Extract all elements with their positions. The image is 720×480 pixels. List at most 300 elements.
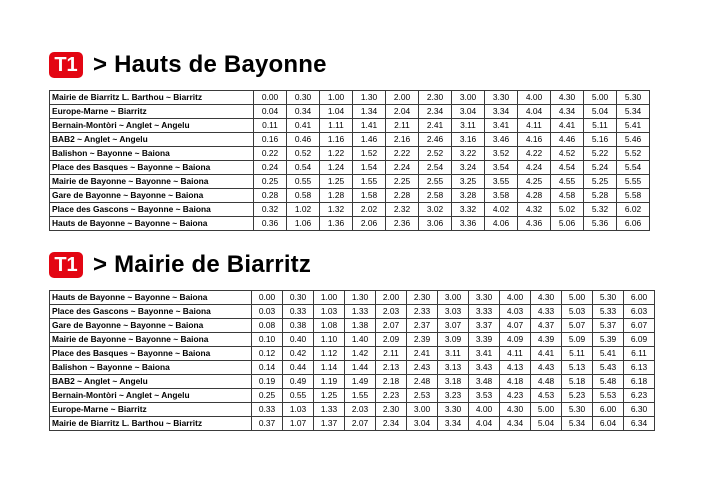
departure-time: 0.46 [287,133,320,147]
departure-time: 5.07 [562,319,593,333]
table-row [50,105,650,119]
table-row [50,119,650,133]
departure-time: 4.32 [518,203,551,217]
stop-name: Gare de Bayonne ~ Bayonne ~ Baiona [50,319,252,333]
departure-time: 3.53 [469,389,500,403]
departure-time: 4.13 [500,361,531,375]
departure-time: 1.54 [353,161,386,175]
stop-name: BAB2 ~ Anglet ~ Angelu [50,133,254,147]
stop-name: Place des Basques ~ Bayonne ~ Baiona [50,347,252,361]
departure-time: 1.55 [345,389,376,403]
departure-time: 2.55 [419,175,452,189]
departure-time: 2.58 [419,189,452,203]
departure-time: 5.48 [593,375,624,389]
departure-time: 3.13 [438,361,469,375]
departure-time: 2.03 [345,403,376,417]
departure-time: 0.08 [252,319,283,333]
direction-title: > Mairie de Biarritz [93,251,312,278]
departure-time: 5.33 [593,305,624,319]
departure-time: 5.30 [593,291,624,305]
departure-time: 3.34 [485,105,518,119]
departure-time: 2.11 [386,119,419,133]
table-row [50,347,655,361]
departure-time: 3.55 [485,175,518,189]
departure-time: 4.41 [531,347,562,361]
departure-time: 0.04 [254,105,287,119]
stop-name: Bernain-Montòri ~ Anglet ~ Angelu [50,389,252,403]
departure-time: 2.06 [353,217,386,231]
departure-time: 2.34 [376,417,407,431]
stop-name: Place des Gascons ~ Bayonne ~ Baiona [50,305,252,319]
departure-time: 6.03 [624,305,655,319]
departure-time: 5.30 [617,91,650,105]
departure-time: 2.36 [386,217,419,231]
stop-name: Gare de Bayonne ~ Bayonne ~ Baiona [50,189,254,203]
departure-time: 6.00 [593,403,624,417]
departure-time: 3.07 [438,319,469,333]
departure-time: 1.25 [320,175,353,189]
departure-time: 1.11 [320,119,353,133]
departure-time: 4.00 [469,403,500,417]
departure-time: 1.28 [320,189,353,203]
departure-time: 3.00 [438,291,469,305]
table-row [50,389,655,403]
departure-time: 3.48 [469,375,500,389]
departure-time: 3.00 [407,403,438,417]
departure-time: 4.00 [500,291,531,305]
departure-time: 3.36 [452,217,485,231]
departure-time: 0.28 [254,189,287,203]
departure-time: 0.41 [287,119,320,133]
table-row [50,403,655,417]
departure-time: 2.07 [376,319,407,333]
stop-name: Bernain-Montòri ~ Anglet ~ Angelu [50,119,254,133]
departure-time: 5.00 [562,291,593,305]
departure-time: 2.30 [419,91,452,105]
departure-time: 5.43 [593,361,624,375]
departure-time: 3.37 [469,319,500,333]
direction-title: > Hauts de Bayonne [93,51,327,78]
departure-time: 4.39 [531,333,562,347]
departure-time: 3.33 [469,305,500,319]
departure-time: 1.07 [283,417,314,431]
stop-name: Mairie de Biarritz L. Barthou ~ Biarritz [50,417,252,431]
stop-name: Mairie de Biarritz L. Barthou ~ Biarritz [50,91,254,105]
table-row [50,361,655,375]
table-row [50,375,655,389]
departure-time: 3.28 [452,189,485,203]
departure-time: 5.23 [562,389,593,403]
departure-time: 1.37 [314,417,345,431]
departure-time: 1.38 [345,319,376,333]
departure-time: 2.22 [386,147,419,161]
departure-time: 5.11 [584,119,617,133]
departure-time: 0.42 [283,347,314,361]
departure-time: 5.28 [584,189,617,203]
departure-time: 0.40 [283,333,314,347]
departure-time: 1.19 [314,375,345,389]
stop-name: Balishon ~ Bayonne ~ Baiona [50,147,254,161]
departure-time: 0.19 [252,375,283,389]
departure-time: 4.55 [551,175,584,189]
table-row [50,333,655,347]
departure-time: 4.30 [531,291,562,305]
departure-time: 0.00 [254,91,287,105]
departure-time: 1.00 [320,91,353,105]
departure-time: 5.03 [562,305,593,319]
stop-name: Hauts de Bayonne ~ Bayonne ~ Baiona [50,291,252,305]
departure-time: 5.32 [584,203,617,217]
departure-time: 2.43 [407,361,438,375]
departure-time: 0.32 [254,203,287,217]
departure-time: 4.30 [551,91,584,105]
departure-time: 3.02 [419,203,452,217]
departure-time: 5.46 [617,133,650,147]
departure-time: 4.52 [551,147,584,161]
line-badge: T1 [49,252,83,278]
departure-time: 4.04 [518,105,551,119]
departure-time: 0.30 [287,91,320,105]
departure-time: 5.18 [562,375,593,389]
departure-time: 3.30 [438,403,469,417]
table-row [50,417,655,431]
departure-time: 2.13 [376,361,407,375]
departure-time: 6.23 [624,389,655,403]
departure-time: 4.36 [518,217,551,231]
departure-time: 3.52 [485,147,518,161]
departure-time: 1.42 [345,347,376,361]
departure-time: 2.25 [386,175,419,189]
departure-time: 3.30 [469,291,500,305]
table-row [50,133,650,147]
departure-time: 5.34 [562,417,593,431]
departure-time: 4.34 [551,105,584,119]
departure-time: 4.06 [485,217,518,231]
departure-time: 0.25 [254,175,287,189]
table-row [50,217,650,231]
departure-time: 1.58 [353,189,386,203]
departure-time: 1.30 [353,91,386,105]
departure-time: 2.02 [353,203,386,217]
departure-time: 4.03 [500,305,531,319]
departure-time: 5.24 [584,161,617,175]
departure-time: 3.04 [452,105,485,119]
departure-time: 3.46 [485,133,518,147]
departure-time: 2.52 [419,147,452,161]
departure-time: 0.12 [252,347,283,361]
departure-time: 3.32 [452,203,485,217]
departure-time: 5.39 [593,333,624,347]
departure-time: 0.33 [252,403,283,417]
departure-time: 5.11 [562,347,593,361]
departure-time: 4.30 [500,403,531,417]
departure-time: 5.37 [593,319,624,333]
departure-time: 2.33 [407,305,438,319]
departure-time: 2.39 [407,333,438,347]
departure-time: 1.03 [314,305,345,319]
departure-time: 0.58 [287,189,320,203]
departure-time: 5.55 [617,175,650,189]
departure-time: 4.58 [551,189,584,203]
departure-time: 3.09 [438,333,469,347]
departure-time: 0.10 [252,333,283,347]
departure-time: 3.16 [452,133,485,147]
departure-time: 3.04 [407,417,438,431]
departure-time: 1.00 [314,291,345,305]
departure-time: 4.43 [531,361,562,375]
timetable [49,90,650,231]
departure-time: 0.22 [254,147,287,161]
departure-time: 2.54 [419,161,452,175]
departure-time: 3.41 [485,119,518,133]
stop-name: Place des Gascons ~ Bayonne ~ Baiona [50,203,254,217]
departure-time: 6.04 [593,417,624,431]
departure-time: 1.33 [314,403,345,417]
departure-time: 1.40 [345,333,376,347]
departure-time: 1.06 [287,217,320,231]
stop-name: Europe-Marne ~ Biarritz [50,403,252,417]
departure-time: 4.54 [551,161,584,175]
departure-time: 5.54 [617,161,650,175]
departure-time: 2.00 [386,91,419,105]
departure-time: 6.11 [624,347,655,361]
departure-time: 5.22 [584,147,617,161]
departure-time: 3.23 [438,389,469,403]
stop-name: Mairie de Bayonne ~ Bayonne ~ Baiona [50,175,254,189]
departure-time: 3.41 [469,347,500,361]
departure-time: 5.52 [617,147,650,161]
departure-time: 1.44 [345,361,376,375]
departure-time: 1.10 [314,333,345,347]
departure-time: 4.11 [500,347,531,361]
departure-time: 0.55 [283,389,314,403]
section-header [49,250,655,280]
departure-time: 3.24 [452,161,485,175]
departure-time: 2.11 [376,347,407,361]
departure-time: 4.28 [518,189,551,203]
departure-time: 0.03 [252,305,283,319]
line-badge: T1 [49,52,83,78]
departure-time: 5.13 [562,361,593,375]
departure-time: 4.04 [469,417,500,431]
departure-time: 5.58 [617,189,650,203]
departure-time: 1.36 [320,217,353,231]
table-row [50,319,655,333]
departure-time: 1.04 [320,105,353,119]
departure-time: 3.11 [452,119,485,133]
departure-time: 1.02 [287,203,320,217]
departure-time: 4.09 [500,333,531,347]
departure-time: 2.30 [376,403,407,417]
departure-time: 5.00 [531,403,562,417]
departure-time: 3.39 [469,333,500,347]
table-row [50,291,655,305]
departure-time: 5.00 [584,91,617,105]
departure-time: 2.37 [407,319,438,333]
table-row [50,203,650,217]
departure-time: 1.12 [314,347,345,361]
departure-time: 3.22 [452,147,485,161]
departure-time: 2.41 [419,119,452,133]
departure-time: 2.07 [345,417,376,431]
departure-time: 5.41 [593,347,624,361]
departure-time: 4.34 [500,417,531,431]
departure-time: 5.34 [617,105,650,119]
departure-time: 1.24 [320,161,353,175]
departure-time: 4.00 [518,91,551,105]
departure-time: 5.41 [617,119,650,133]
departure-time: 0.30 [283,291,314,305]
departure-time: 3.18 [438,375,469,389]
departure-time: 5.53 [593,389,624,403]
departure-time: 2.16 [386,133,419,147]
stop-name: Mairie de Bayonne ~ Bayonne ~ Baiona [50,333,252,347]
departure-time: 1.30 [345,291,376,305]
departure-time: 4.37 [531,319,562,333]
departure-time: 5.30 [562,403,593,417]
departure-time: 1.46 [353,133,386,147]
departure-time: 5.02 [551,203,584,217]
departure-time: 2.24 [386,161,419,175]
departure-time: 3.54 [485,161,518,175]
departure-time: 2.41 [407,347,438,361]
departure-time: 5.04 [531,417,562,431]
table-row [50,305,655,319]
departure-time: 0.16 [254,133,287,147]
departure-time: 6.00 [624,291,655,305]
departure-time: 1.41 [353,119,386,133]
timetable-section-hauts-de-bayonne [49,50,650,231]
departure-time: 1.33 [345,305,376,319]
departure-time: 1.32 [320,203,353,217]
departure-time: 2.09 [376,333,407,347]
departure-time: 1.03 [283,403,314,417]
stop-name: Place des Basques ~ Bayonne ~ Baiona [50,161,254,175]
departure-time: 4.53 [531,389,562,403]
departure-time: 3.34 [438,417,469,431]
table-row [50,189,650,203]
departure-time: 0.54 [287,161,320,175]
departure-time: 2.34 [419,105,452,119]
departure-time: 6.09 [624,333,655,347]
departure-time: 3.25 [452,175,485,189]
departure-time: 1.52 [353,147,386,161]
departure-time: 5.09 [562,333,593,347]
departure-time: 4.33 [531,305,562,319]
departure-time: 4.23 [500,389,531,403]
departure-time: 5.25 [584,175,617,189]
departure-time: 4.25 [518,175,551,189]
departure-time: 4.18 [500,375,531,389]
departure-time: 0.25 [252,389,283,403]
departure-time: 6.07 [624,319,655,333]
departure-time: 5.06 [551,217,584,231]
departure-time: 2.32 [386,203,419,217]
departure-time: 5.36 [584,217,617,231]
departure-time: 5.16 [584,133,617,147]
departure-time: 2.48 [407,375,438,389]
section-header [49,50,650,80]
departure-time: 2.30 [407,291,438,305]
departure-time: 2.28 [386,189,419,203]
departure-time: 0.11 [254,119,287,133]
departure-time: 2.00 [376,291,407,305]
departure-time: 1.55 [353,175,386,189]
table-row [50,91,650,105]
departure-time: 4.02 [485,203,518,217]
timetable-section-mairie-de-biarritz [49,250,655,431]
departure-time: 2.53 [407,389,438,403]
departure-time: 4.48 [531,375,562,389]
departure-time: 4.24 [518,161,551,175]
departure-time: 6.06 [617,217,650,231]
departure-time: 4.22 [518,147,551,161]
departure-time: 0.44 [283,361,314,375]
departure-time: 2.03 [376,305,407,319]
departure-time: 2.23 [376,389,407,403]
departure-time: 0.36 [254,217,287,231]
departure-time: 3.43 [469,361,500,375]
table-row [50,147,650,161]
departure-time: 1.25 [314,389,345,403]
stop-name: Europe-Marne ~ Biarritz [50,105,254,119]
departure-time: 2.18 [376,375,407,389]
departure-time: 0.38 [283,319,314,333]
departure-time: 3.11 [438,347,469,361]
departure-time: 2.04 [386,105,419,119]
departure-time: 1.08 [314,319,345,333]
departure-time: 4.16 [518,133,551,147]
stop-name: Balishon ~ Bayonne ~ Baiona [50,361,252,375]
departure-time: 3.00 [452,91,485,105]
departure-time: 3.06 [419,217,452,231]
departure-time: 0.55 [287,175,320,189]
departure-time: 3.03 [438,305,469,319]
departure-time: 1.22 [320,147,353,161]
departure-time: 6.30 [624,403,655,417]
departure-time: 0.33 [283,305,314,319]
departure-time: 4.11 [518,119,551,133]
departure-time: 1.49 [345,375,376,389]
table-row [50,175,650,189]
departure-time: 0.37 [252,417,283,431]
departure-time: 1.34 [353,105,386,119]
departure-time: 4.07 [500,319,531,333]
departure-time: 6.02 [617,203,650,217]
stop-name: BAB2 ~ Anglet ~ Angelu [50,375,252,389]
departure-time: 0.14 [252,361,283,375]
table-row [50,161,650,175]
departure-time: 2.46 [419,133,452,147]
departure-time: 3.58 [485,189,518,203]
departure-time: 0.34 [287,105,320,119]
departure-time: 6.13 [624,361,655,375]
stop-name: Hauts de Bayonne ~ Bayonne ~ Baiona [50,217,254,231]
departure-time: 0.00 [252,291,283,305]
departure-time: 5.04 [584,105,617,119]
departure-time: 4.41 [551,119,584,133]
departure-time: 3.30 [485,91,518,105]
departure-time: 4.46 [551,133,584,147]
departure-time: 6.34 [624,417,655,431]
timetable [49,290,655,431]
departure-time: 1.14 [314,361,345,375]
departure-time: 0.24 [254,161,287,175]
departure-time: 1.16 [320,133,353,147]
departure-time: 0.52 [287,147,320,161]
departure-time: 0.49 [283,375,314,389]
departure-time: 6.18 [624,375,655,389]
